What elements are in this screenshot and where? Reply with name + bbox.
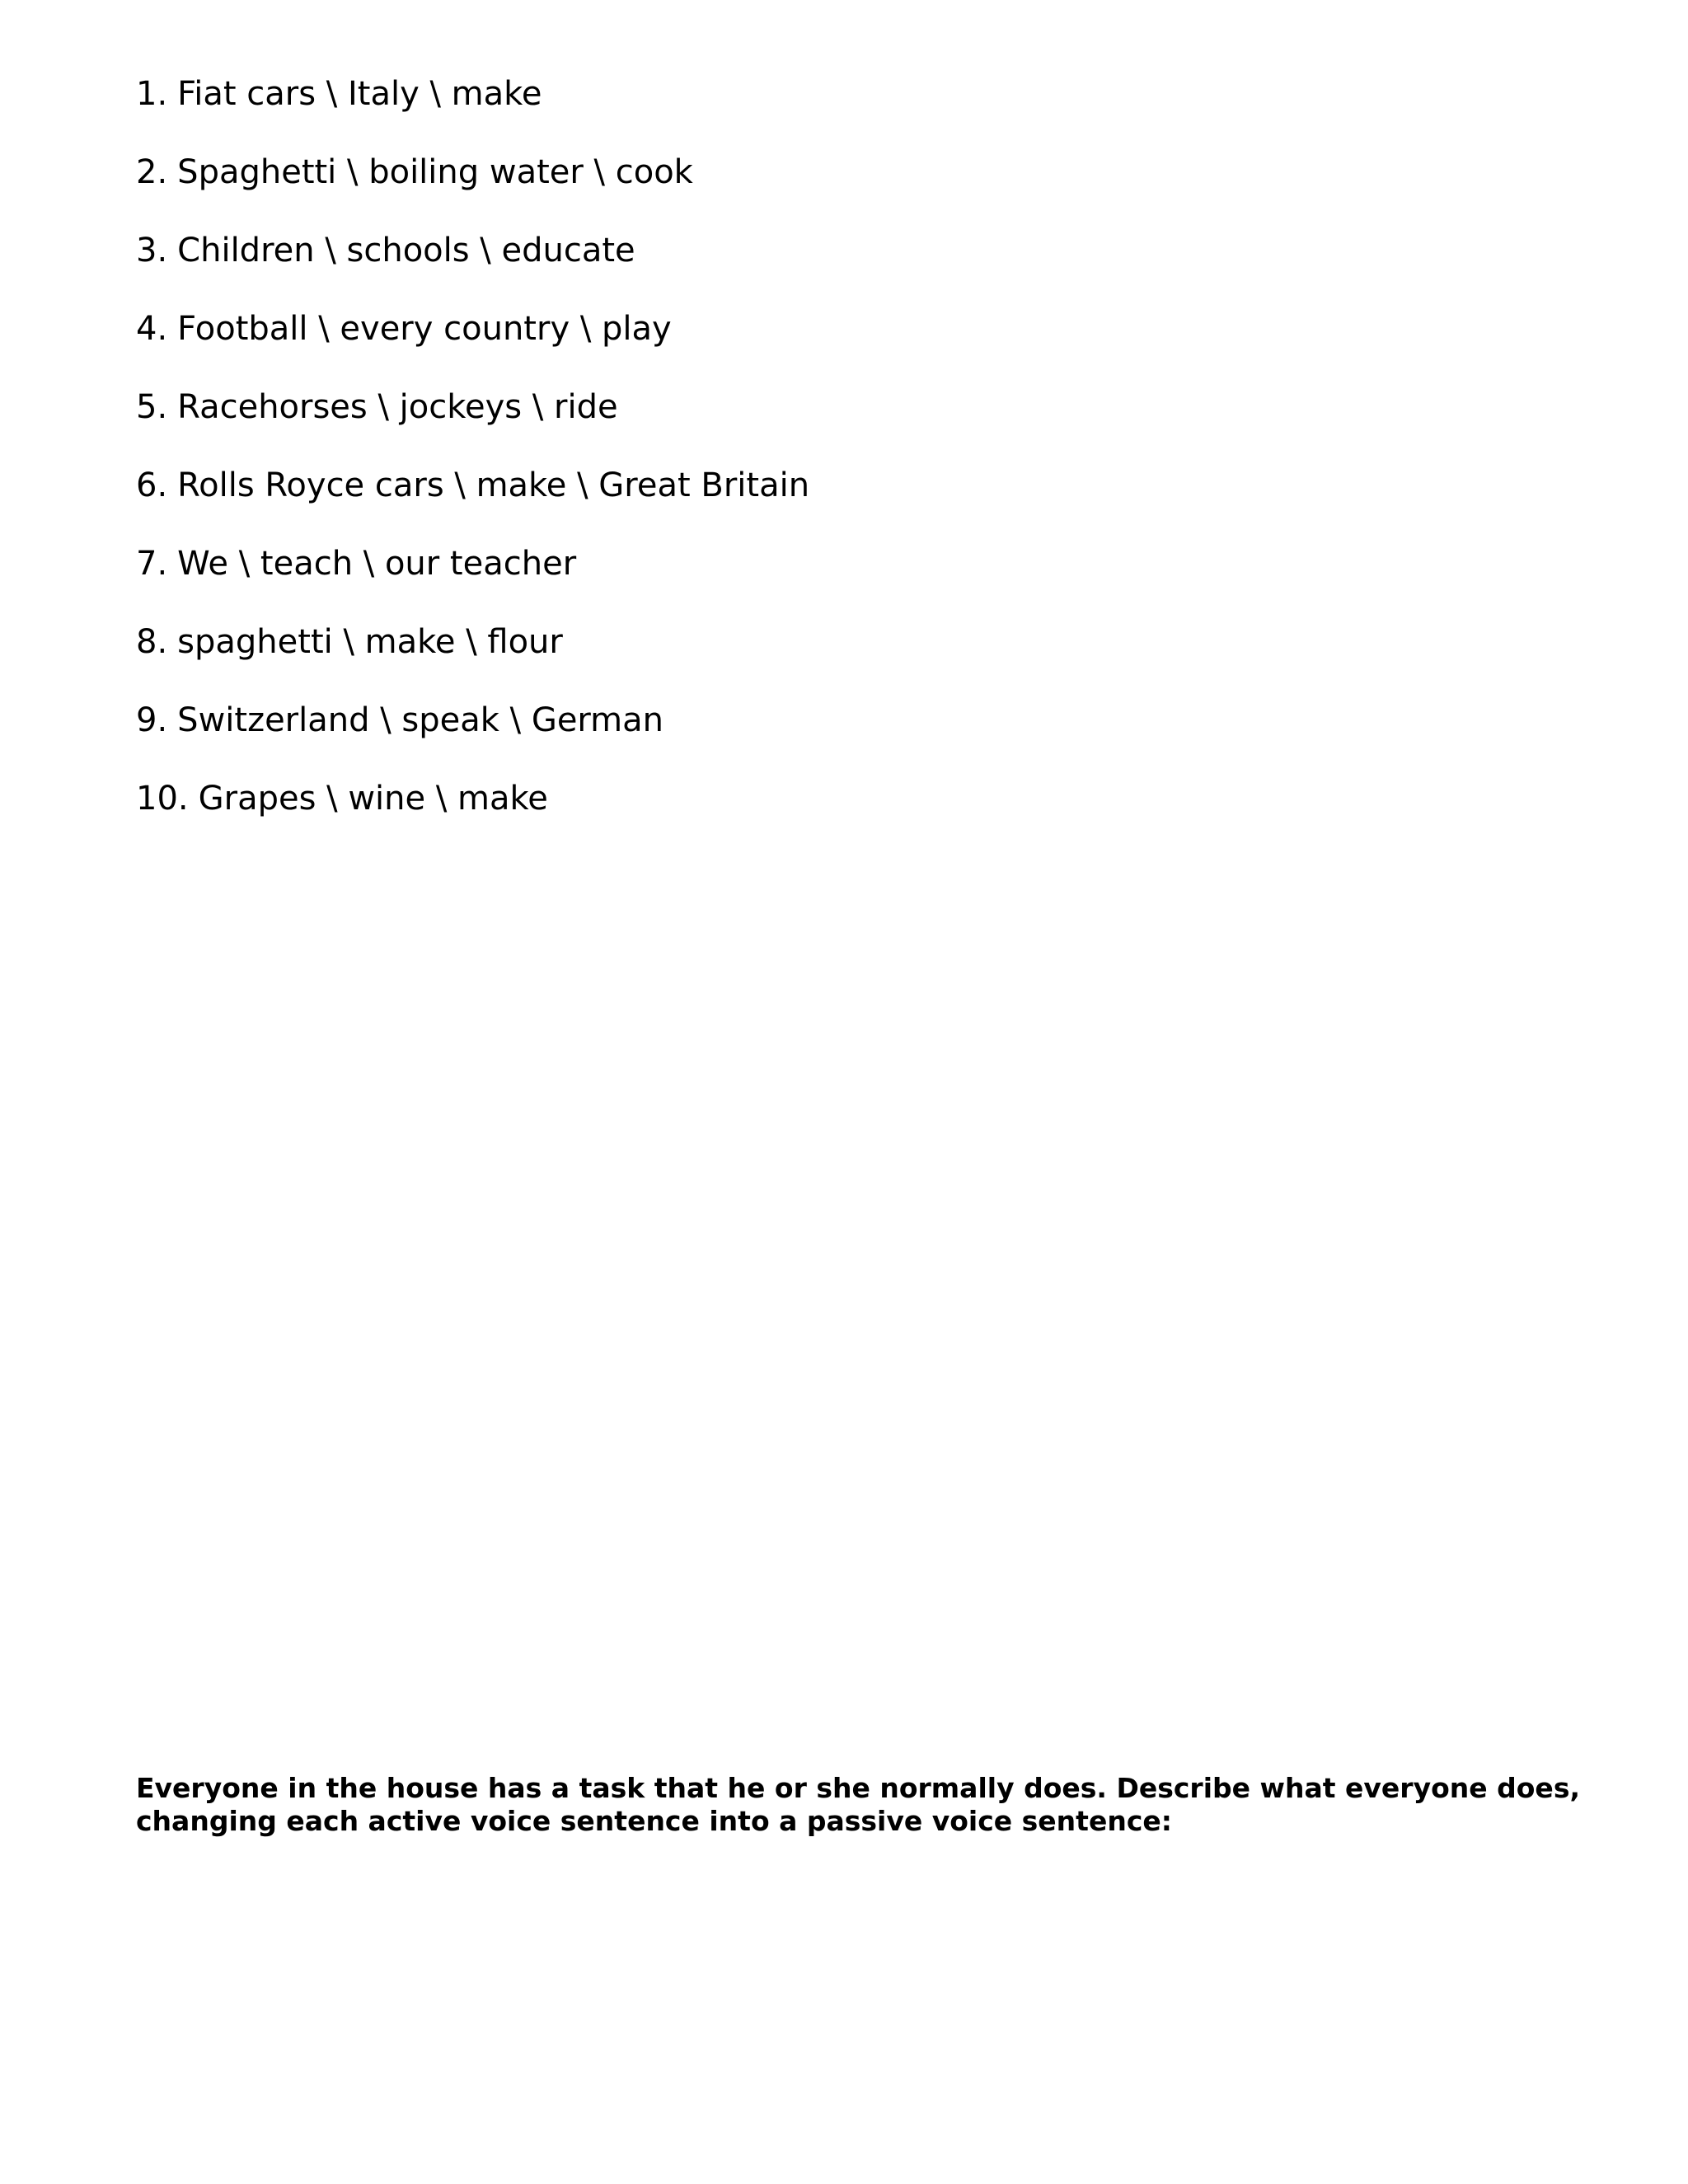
exercise-list <box>136 74 1537 857</box>
instructions-text: Everyone in the house has a task that he or she normally does. Describe what everyone does, changing each active voice sentence into a passive voice sentence: <box>136 1772 1580 1837</box>
exercise-number: 7. <box>136 545 168 583</box>
exercise-item <box>136 544 1537 583</box>
exercise-text: Racehorses \ jockeys \ ride <box>177 388 618 426</box>
exercise-number: 9. <box>136 701 168 739</box>
exercise-number: 1. <box>136 75 168 113</box>
exercise-text: spaghetti \ make \ flour <box>177 623 563 661</box>
exercise-item <box>136 701 1537 740</box>
exercise-text: Spaghetti \ boiling water \ cook <box>177 153 693 191</box>
exercise-number: 10. <box>136 780 189 818</box>
exercise-number: 4. <box>136 310 168 348</box>
exercise-text: We \ teach \ our teacher <box>177 545 577 583</box>
exercise-text: Rolls Royce cars \ make \ Great Britain <box>177 466 810 504</box>
exercise-item <box>136 622 1537 662</box>
exercise-number: 2. <box>136 153 168 191</box>
exercise-item <box>136 152 1537 192</box>
exercise-number: 3. <box>136 232 168 269</box>
exercise-item <box>136 387 1537 427</box>
exercise-item <box>136 779 1537 818</box>
exercise-text: Fiat cars \ Italy \ make <box>177 75 542 113</box>
exercise-text: Football \ every country \ play <box>177 310 672 348</box>
exercise-text: Children \ schools \ educate <box>177 232 635 269</box>
exercise-text: Switzerland \ speak \ German <box>177 701 663 739</box>
exercise-number: 6. <box>136 466 168 504</box>
exercise-number: 5. <box>136 388 168 426</box>
exercise-item <box>136 231 1537 270</box>
exercise-text: Grapes \ wine \ make <box>198 780 548 818</box>
exercise-item <box>136 74 1537 114</box>
exercise-number: 8. <box>136 623 168 661</box>
exercise-item <box>136 466 1537 505</box>
exercise-item <box>136 309 1537 349</box>
